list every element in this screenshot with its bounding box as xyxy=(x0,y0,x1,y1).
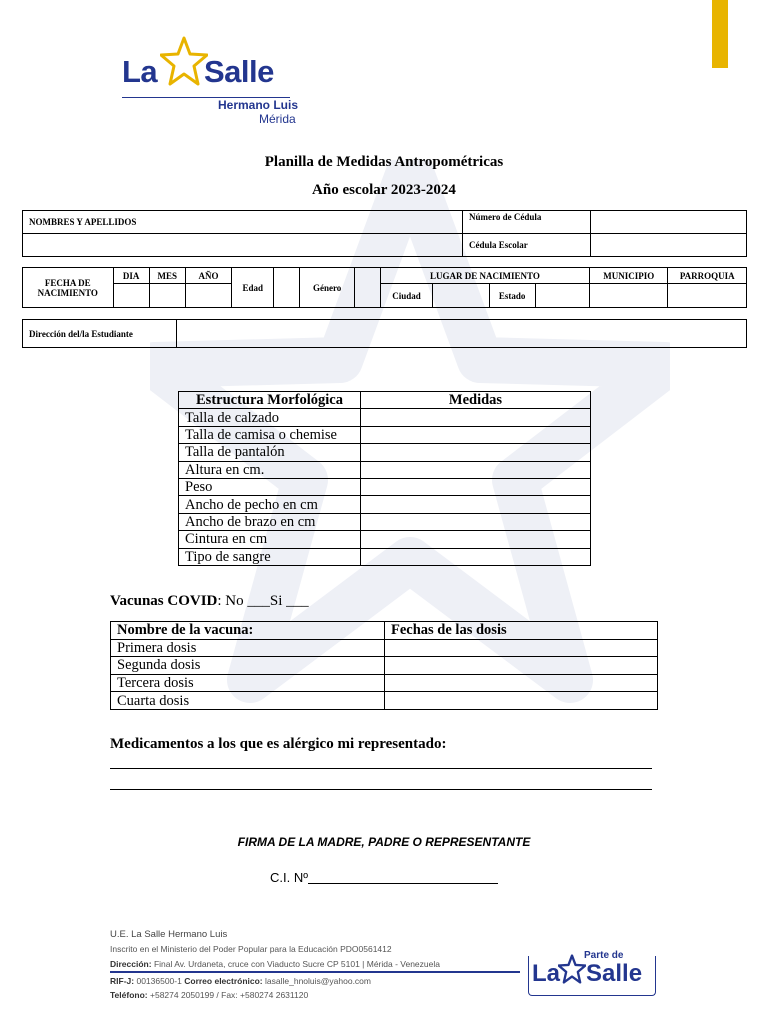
genero-field[interactable] xyxy=(354,268,380,308)
names-label: NOMBRES Y APELLIDOS xyxy=(23,211,463,234)
address-field[interactable] xyxy=(177,320,747,348)
dose-date-field[interactable] xyxy=(385,639,658,657)
ci-field[interactable] xyxy=(308,883,498,884)
table-row xyxy=(179,513,591,530)
municipio-field[interactable] xyxy=(590,284,668,308)
measure-field[interactable] xyxy=(361,513,591,530)
cedula-escolar-label: Cédula Escolar xyxy=(463,234,591,257)
measure-label: Talla de calzado xyxy=(179,409,361,426)
table-row xyxy=(111,657,658,675)
badge-star-icon xyxy=(558,954,586,984)
footer xyxy=(110,928,440,1002)
estado-field[interactable] xyxy=(535,284,589,308)
covid-label: Vacunas COVID xyxy=(110,593,218,609)
dose-date-field[interactable] xyxy=(385,657,658,675)
table-row xyxy=(179,548,591,565)
footer-school: U.E. La Salle Hermano Luis xyxy=(110,929,228,940)
school-year: Año escolar 2023-2024 xyxy=(312,182,456,198)
table-row xyxy=(179,409,591,426)
measure-label: Altura en cm. xyxy=(179,461,361,478)
measure-field[interactable] xyxy=(361,478,591,495)
table-row xyxy=(111,639,658,657)
ciudad-field[interactable] xyxy=(433,284,489,308)
footer-registration: Inscrito en el Ministerio del Poder Popular para la Educación PDO0561412 xyxy=(110,944,392,954)
logo-city: Mérida xyxy=(259,112,296,126)
fecha-label: FECHA DE NACIMIENTO xyxy=(23,268,114,308)
birth-table xyxy=(22,267,747,308)
measure-field[interactable] xyxy=(361,531,591,548)
measure-label: Ancho de brazo en cm xyxy=(179,513,361,530)
measure-label: Talla de camisa o chemise xyxy=(179,426,361,443)
measure-label: Ancho de pecho en cm xyxy=(179,496,361,513)
dose-label: Cuarta dosis xyxy=(111,692,385,710)
allergy-label: Medicamentos a los que es alérgico mi representado: xyxy=(110,736,447,752)
edad-label: Edad xyxy=(232,268,274,308)
logo-la: La xyxy=(122,54,158,89)
school-logo xyxy=(120,36,300,128)
table-row xyxy=(111,674,658,692)
allergy-line-2[interactable] xyxy=(110,789,652,790)
measure-label: Talla de pantalón xyxy=(179,444,361,461)
ciudad-label: Ciudad xyxy=(380,284,432,308)
measure-field[interactable] xyxy=(361,496,591,513)
parroquia-label: PARROQUIA xyxy=(668,268,747,284)
measure-field[interactable] xyxy=(361,426,591,443)
accent-bar xyxy=(712,0,728,68)
footer-divider xyxy=(110,971,520,973)
badge-salle: Salle xyxy=(586,960,643,987)
table-row xyxy=(111,692,658,710)
measure-label: Tipo de sangre xyxy=(179,548,361,565)
table-row xyxy=(179,444,591,461)
ci-label: C.I. Nº xyxy=(270,870,308,885)
estado-label: Estado xyxy=(489,284,535,308)
logo-subtitle: Hermano Luis xyxy=(218,98,299,112)
measure-label: Peso xyxy=(179,478,361,495)
signature-label: FIRMA DE LA MADRE, PADRE O REPRESENTANTE xyxy=(237,835,531,849)
covid-question xyxy=(110,593,309,610)
vaccine-header-dates: Fechas de las dosis xyxy=(385,622,658,640)
dose-date-field[interactable] xyxy=(385,674,658,692)
vaccine-table xyxy=(110,621,658,710)
measures-table xyxy=(178,391,591,566)
edad-field[interactable] xyxy=(274,268,300,308)
badge-parte: Parte de xyxy=(584,950,624,961)
parroquia-field[interactable] xyxy=(668,284,747,308)
measure-label: Cintura en cm xyxy=(179,531,361,548)
mes-field[interactable] xyxy=(149,284,185,308)
table-row xyxy=(179,426,591,443)
table-row xyxy=(179,461,591,478)
measure-field[interactable] xyxy=(361,409,591,426)
lugar-label: LUGAR DE NACIMIENTO xyxy=(380,268,589,284)
measure-field[interactable] xyxy=(361,548,591,565)
page-title: Planilla de Medidas Antropométricas xyxy=(264,154,504,170)
dose-date-field[interactable] xyxy=(385,692,658,710)
dose-label: Tercera dosis xyxy=(111,674,385,692)
star-icon xyxy=(160,36,208,86)
table-row xyxy=(179,531,591,548)
ano-field[interactable] xyxy=(185,284,231,308)
address-table xyxy=(22,319,747,348)
covid-options[interactable]: : No ___Si ___ xyxy=(217,593,309,609)
footer-address: Dirección: Final Av. Urdaneta, cruce con Viaducto Sucre CP 5101 | Mérida - Venezuela xyxy=(110,959,440,969)
table-row xyxy=(179,478,591,495)
mes-label: MES xyxy=(149,268,185,284)
footer-rif: RIF-J: 00136500-1 Correo electrónico: lasalle_hnoluis@yahoo.com xyxy=(110,976,371,986)
measure-field[interactable] xyxy=(361,444,591,461)
names-field[interactable] xyxy=(23,234,463,257)
allergy-line-1[interactable] xyxy=(110,768,652,769)
dose-label: Primera dosis xyxy=(111,639,385,657)
genero-label: Género xyxy=(300,268,354,308)
vaccine-header-name: Nombre de la vacuna: xyxy=(111,622,385,640)
footer-phone: Teléfono: +58274 2050199 / Fax: +580274 2631120 xyxy=(110,990,309,1000)
cedula-field[interactable] xyxy=(591,211,747,234)
cedula-label: Número de Cédula xyxy=(463,211,591,234)
dia-field[interactable] xyxy=(113,284,149,308)
logo-salle: Salle xyxy=(204,54,274,89)
dose-label: Segunda dosis xyxy=(111,657,385,675)
measures-header-values: Medidas xyxy=(361,392,591,409)
measure-field[interactable] xyxy=(361,461,591,478)
badge-la: La xyxy=(532,960,561,987)
address-label: Dirección del/la Estudiante xyxy=(23,320,177,348)
dia-label: DIA xyxy=(113,268,149,284)
municipio-label: MUNICIPIO xyxy=(590,268,668,284)
measures-header-structure: Estructura Morfológica xyxy=(179,392,361,409)
table-row xyxy=(179,496,591,513)
identity-table xyxy=(22,210,747,257)
footer-badge xyxy=(528,948,656,998)
cedula-escolar-field[interactable] xyxy=(591,234,747,257)
ano-label: AÑO xyxy=(185,268,231,284)
